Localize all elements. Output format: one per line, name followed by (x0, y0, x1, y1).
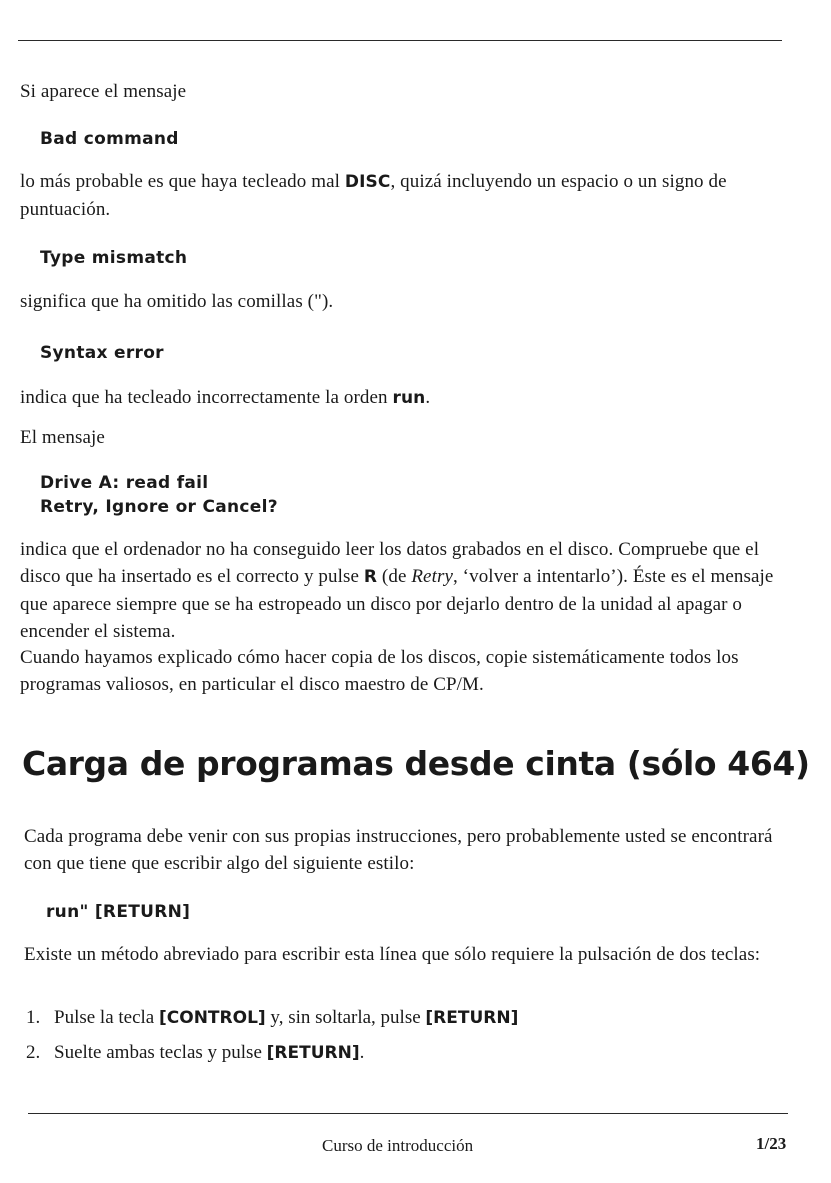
page-number: 1/23 (756, 1134, 787, 1153)
desc-type-mismatch: significa que ha omitido las comillas ("). (20, 291, 334, 312)
text: , quizá incluyendo un espacio o un signo de puntuación. (20, 171, 727, 220)
intro-bad-command: Si aparece el mensaje (20, 81, 187, 102)
keyword-disc: DISC (344, 172, 391, 192)
text: . (359, 1042, 365, 1063)
text: . (425, 387, 431, 408)
message-type-mismatch: Type mismatch (40, 248, 188, 268)
command-run-return: run" [RETURN] (46, 902, 191, 922)
footer-rule (28, 1113, 788, 1114)
text: Pulse la tecla (54, 1007, 159, 1028)
message-drive-read-fail: Drive A: read fail (40, 473, 209, 493)
term-retry: Retry (411, 566, 453, 587)
list-item (26, 1004, 796, 1032)
desc-bad-command (20, 168, 790, 223)
section-intro: Cada programa debe venir con sus propias instrucciones, pero probablemente usted se encontrará con que tiene que escribir algo del siguiente estilo: (24, 826, 773, 874)
key-control: [CONTROL] (159, 1008, 266, 1028)
text: indica que el ordenador no ha conseguido leer los datos grabados en el disco. Compruebe que el disco que ha insertado es el correcto y pulse (20, 539, 760, 587)
paragraph-backup-advice: Cuando hayamos explicado cómo hacer copia de los discos, copie sistemáticamente todos los programas valiosos, en particular el disco maestro de CP/M. (20, 647, 739, 695)
intro-drive-message: El mensaje (20, 427, 105, 448)
text: (de (377, 566, 412, 587)
list-number: 2. (26, 1042, 41, 1063)
text: Suelte ambas teclas y pulse (54, 1042, 267, 1063)
footer-title: Curso de introducción (322, 1136, 474, 1155)
keyword-r: R (363, 567, 378, 587)
message-bad-command: Bad command (40, 129, 179, 149)
text: y, sin soltarla, pulse (265, 1007, 426, 1028)
section-title: Carga de programas desde cinta (sólo 464) (22, 744, 810, 783)
desc-syntax-error (20, 384, 790, 412)
text: indica que ha tecleado incorrectamente la orden (20, 387, 393, 408)
key-return: [RETURN] (266, 1043, 360, 1063)
desc-drive-message (20, 536, 790, 645)
message-retry-ignore-cancel: Retry, Ignore or Cancel? (40, 497, 278, 517)
header-rule (18, 40, 782, 41)
keyword-run: run (392, 388, 426, 408)
list-item (26, 1039, 796, 1067)
message-syntax-error: Syntax error (40, 343, 164, 363)
key-return: [RETURN] (425, 1008, 519, 1028)
list-number: 1. (26, 1007, 41, 1028)
text: , ‘volver a intentarlo’). Éste es el mensaje que aparece siempre que se ha estropeado un disco por dejarlo dentro de la unidad al apagar o encender el sistema. (20, 566, 774, 642)
shortcut-text: Existe un método abreviado para escribir esta línea que sólo requiere la pulsación de dos teclas: (24, 944, 761, 965)
text: lo más probable es que haya tecleado mal (20, 171, 345, 192)
